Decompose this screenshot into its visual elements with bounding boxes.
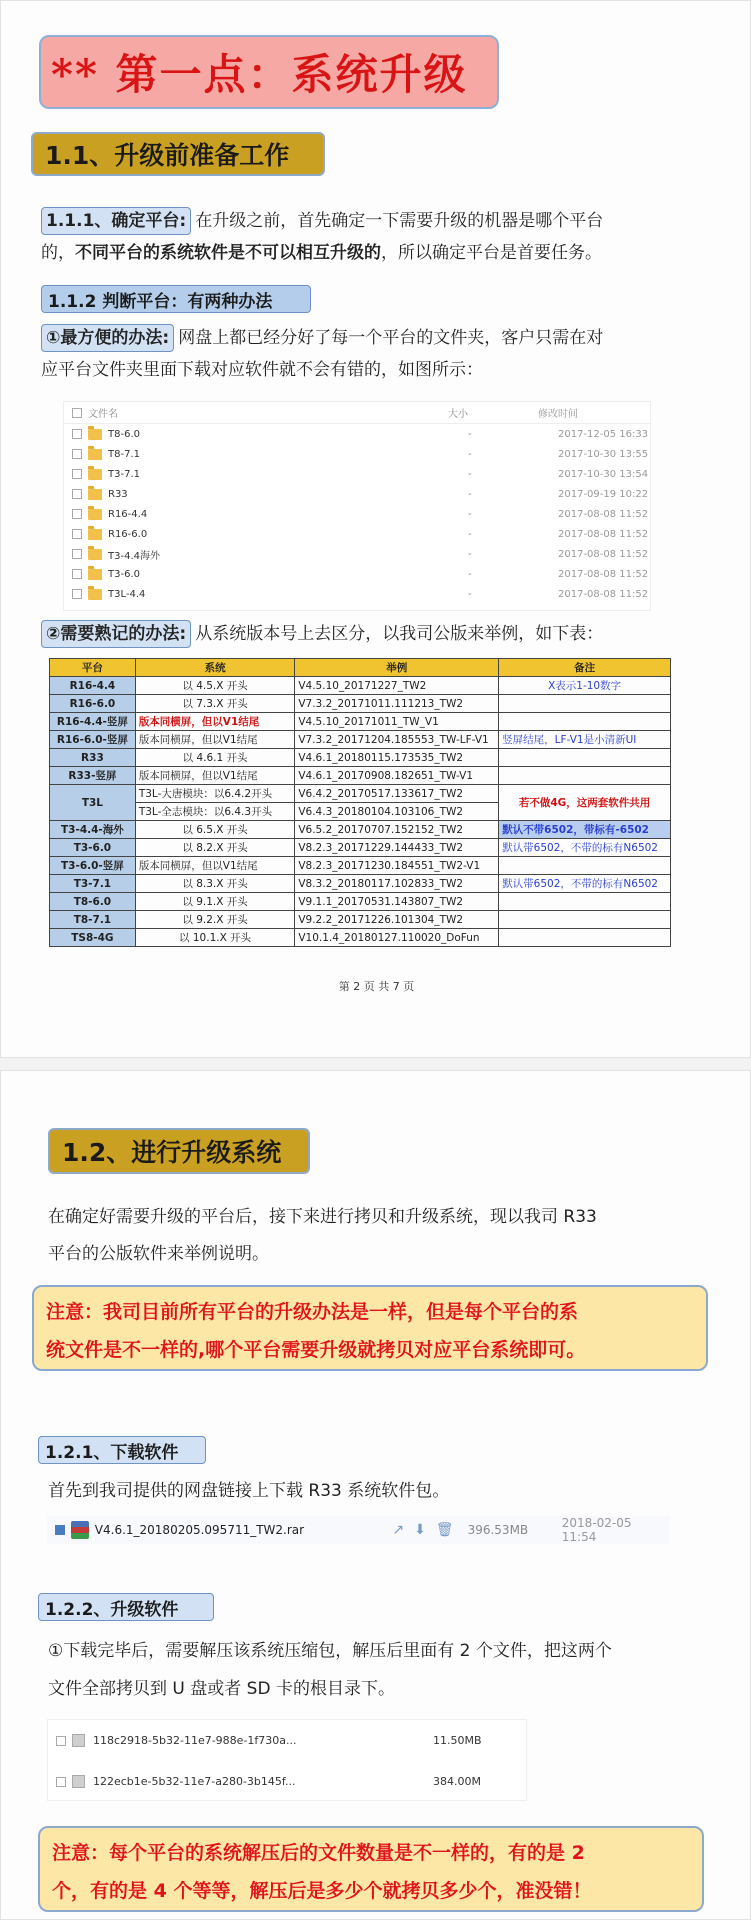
table-row	[50, 911, 671, 929]
folder-icon	[88, 429, 102, 440]
folder-icon	[88, 589, 102, 600]
table-row	[50, 839, 671, 857]
folder-size: -	[468, 448, 472, 460]
folder-name[interactable]: T3-7.1	[108, 468, 140, 480]
cell-system: 版本同横屏，但以V1结尾	[135, 713, 295, 731]
folder-row[interactable]	[64, 564, 650, 584]
folder-date: 2017-08-08 11:52	[558, 588, 649, 600]
cell-note	[499, 767, 671, 785]
paragraph-1-1-1-suffix: ，所以确定平台是首要任务。	[381, 243, 602, 263]
warning-box-1	[32, 1285, 708, 1371]
paragraph-intro	[48, 1199, 738, 1273]
table-row	[50, 875, 671, 893]
warning-2-line2: 个，有的是 4 个等等，解压后是多少个就拷贝多少个，准没错！	[52, 1880, 592, 1902]
row-checkbox[interactable]	[72, 549, 82, 559]
row-checkbox[interactable]	[72, 509, 82, 519]
folder-name[interactable]: R16-4.4	[108, 508, 148, 520]
unzipped-file-row[interactable]	[48, 1720, 526, 1761]
delete-icon[interactable]: 🗑	[435, 1522, 454, 1538]
file-checkbox[interactable]	[56, 1777, 66, 1787]
cell-note: 默认不带6502，带标有-6502	[499, 821, 671, 839]
table-row	[50, 695, 671, 713]
cell-note	[499, 713, 671, 731]
cell-note	[499, 929, 671, 947]
file-icon	[72, 1734, 85, 1747]
table-row	[50, 821, 671, 839]
folder-size: -	[468, 588, 472, 600]
cell-system: T3L-大唐模块：以6.4.2开头	[135, 785, 295, 803]
folder-list-header	[64, 402, 650, 424]
cell-example: V8.2.3_20171229.144433_TW2	[295, 839, 499, 857]
paragraph-1-1-1-bold: 不同平台的系统软件是不可以相互升级的	[75, 243, 381, 263]
folder-name[interactable]: T8-7.1	[108, 448, 140, 460]
paragraph-method2	[41, 618, 741, 650]
folder-date: 2017-08-08 11:52	[558, 528, 649, 540]
cell-example: V9.2.2_20171226.101304_TW2	[295, 911, 499, 929]
warning-box-2	[38, 1826, 704, 1912]
cell-system: 以 4.5.X 开头	[135, 677, 295, 695]
table-row	[50, 767, 671, 785]
cell-system: 以 8.2.X 开头	[135, 839, 295, 857]
row-checkbox[interactable]	[72, 449, 82, 459]
cell-platform: T8-6.0	[50, 893, 136, 911]
folder-icon	[88, 509, 102, 520]
cell-platform: R16-4.4-竖屏	[50, 713, 136, 731]
cell-system: 以 7.3.X 开头	[135, 695, 295, 713]
cell-platform: T3L	[50, 785, 136, 821]
method2-text: 从系统版本号上去区分，以我司公版来举例，如下表：	[195, 624, 604, 644]
folder-date: 2017-08-08 11:52	[558, 548, 649, 560]
row-checkbox[interactable]	[72, 489, 82, 499]
upgrade-line1: ①下载完毕后，需要解压该系统压缩包，解压后里面有 2 个文件，把这两个	[48, 1641, 612, 1661]
paragraph-method1	[41, 322, 731, 386]
share-icon[interactable]: ↗	[392, 1522, 405, 1538]
cell-platform: T3-4.4-海外	[50, 821, 136, 839]
subsection-heading-1-1-2: 1.1.2 判断平台：有两种办法	[41, 285, 311, 313]
folder-row[interactable]	[64, 544, 650, 564]
cell-note	[499, 749, 671, 767]
table-row	[50, 731, 671, 749]
cell-system: 以 9.2.X 开头	[135, 911, 295, 929]
folder-size: -	[468, 468, 472, 480]
cell-system: 版本同横屏，但以V1结尾	[135, 857, 295, 875]
cell-system: T3L-全志模块：以6.4.3开头	[135, 803, 295, 821]
paragraph-download: 首先到我司提供的网盘链接上下载 R33 系统软件包。	[48, 1481, 450, 1501]
file-checkbox[interactable]	[56, 1736, 66, 1746]
folder-date: 2017-08-08 11:52	[558, 568, 649, 580]
cell-example: V4.5.10_20171011_TW_V1	[295, 713, 499, 731]
column-size-header[interactable]: 大小	[448, 409, 468, 420]
folder-size: -	[468, 488, 472, 500]
cell-platform: T8-7.1	[50, 911, 136, 929]
download-icon[interactable]: ⬇	[414, 1522, 426, 1538]
table-row	[50, 677, 671, 695]
file-checkbox[interactable]	[55, 1525, 65, 1535]
folder-date: 2017-12-05 16:33	[558, 428, 649, 440]
unzipped-file-list	[47, 1719, 527, 1801]
row-checkbox[interactable]	[72, 569, 82, 579]
subsection-heading-1-2-2: 1.2.2、升级软件	[38, 1593, 214, 1621]
folder-date: 2017-10-30 13:54	[558, 468, 649, 480]
warning-1-line1: 注意：我司目前所有平台的升级办法是一样，但是每个平台的系	[46, 1301, 579, 1323]
cell-system: 版本同横屏，但以V1结尾	[135, 731, 295, 749]
folder-name[interactable]: T3L-4.4	[108, 588, 146, 600]
download-file-name[interactable]: V4.6.1_20180205.095711_TW2.rar	[94, 1523, 305, 1537]
download-file-size: 396.53MB	[467, 1523, 529, 1537]
download-file-row[interactable]	[47, 1516, 669, 1544]
folder-size: -	[468, 528, 472, 540]
folder-size: -	[468, 428, 472, 440]
upgrade-line2: 文件全部拷贝到 U 盘或者 SD 卡的根目录下。	[48, 1679, 395, 1699]
folder-row[interactable]	[64, 504, 650, 524]
cell-note: 竖屏结尾，LF-V1是小清新UI	[499, 731, 671, 749]
cell-system: 以 9.1.X 开头	[135, 893, 295, 911]
intro-line2: 平台的公版软件来举例说明。	[48, 1244, 269, 1264]
cell-platform: R16-6.0	[50, 695, 136, 713]
version-table-header	[50, 659, 671, 677]
paragraph-1-1-1-line1: 在升级之前，首先确定一下需要升级的机器是哪个平台	[195, 211, 604, 231]
warning-1-line2: 统文件是不一样的,哪个平台需要升级就拷贝对应平台系统即可。	[46, 1339, 586, 1361]
folder-icon	[88, 489, 102, 500]
section-heading-1-2: 1.2、进行升级系统	[48, 1128, 310, 1174]
table-row	[50, 749, 671, 767]
folder-row[interactable]	[64, 584, 650, 604]
header-system: 系统	[135, 659, 295, 677]
cell-example: V4.5.10_20171227_TW2	[295, 677, 499, 695]
chapter-title: ** 第一点：系统升级	[39, 35, 499, 109]
folder-date: 2017-10-30 13:55	[558, 448, 649, 460]
table-row	[50, 893, 671, 911]
cell-example: V10.1.4_20180127.110020_DoFun	[295, 929, 499, 947]
folder-icon	[88, 569, 102, 580]
cell-system: 以 10.1.X 开头	[135, 929, 295, 947]
cell-example: V4.6.1_20170908.182651_TW-V1	[295, 767, 499, 785]
section-heading-1-1: 1.1、升级前准备工作	[31, 132, 325, 176]
cell-note: 若不做4G，这两套软件共用	[499, 785, 671, 821]
row-checkbox[interactable]	[72, 529, 82, 539]
row-checkbox[interactable]	[72, 429, 82, 439]
folder-size: -	[468, 568, 472, 580]
cell-note	[499, 911, 671, 929]
folder-row[interactable]	[64, 444, 650, 464]
cell-platform: R16-6.0-竖屏	[50, 731, 136, 749]
folder-icon	[88, 529, 102, 540]
table-row	[50, 929, 671, 947]
folder-name[interactable]: T3-6.0	[108, 568, 140, 580]
cell-system: 以 8.3.X 开头	[135, 875, 295, 893]
cell-system: 以 6.5.X 开头	[135, 821, 295, 839]
folder-icon	[88, 449, 102, 460]
folder-date: 2017-08-08 11:52	[558, 508, 649, 520]
cell-system: 版本同横屏，但以V1结尾	[135, 767, 295, 785]
paragraph-1-1-1-prefix: 的，	[41, 243, 75, 263]
page-number: 第 2 页 共 7 页	[338, 980, 415, 993]
cell-example: V7.3.2_20171204.185553_TW-LF-V1	[295, 731, 499, 749]
cell-platform: R33	[50, 749, 136, 767]
download-file-date: 2018-02-05 11:54	[561, 1516, 632, 1544]
header-example: 举例	[295, 659, 499, 677]
cell-note: X表示1-10数字	[499, 677, 671, 695]
folder-list	[63, 401, 651, 611]
cell-platform: R33-竖屏	[50, 767, 136, 785]
rar-archive-icon	[71, 1521, 89, 1539]
table-row	[50, 713, 671, 731]
method2-label: ②需要熟记的办法:	[41, 620, 191, 648]
folder-name[interactable]: R33	[108, 488, 128, 500]
unzipped-file-name[interactable]: 122ecb1e-5b32-11e7-a280-3b145f...	[93, 1775, 296, 1788]
folder-date: 2017-09-19 10:22	[558, 488, 649, 500]
unzipped-file-size: 384.00M	[433, 1775, 481, 1788]
cell-platform: T3-6.0-竖屏	[50, 857, 136, 875]
cell-platform: T3-7.1	[50, 875, 136, 893]
folder-icon	[88, 549, 102, 560]
folder-size: -	[468, 508, 472, 520]
unzipped-file-name[interactable]: 118c2918-5b32-11e7-988e-1f730a...	[93, 1734, 297, 1747]
method1-line2: 应平台文件夹里面下载对应软件就不会有错的，如图所示：	[41, 360, 483, 380]
cell-example: V4.6.1_20180115.173535_TW2	[295, 749, 499, 767]
folder-name[interactable]: T3-4.4海外	[108, 550, 160, 562]
method1-label: ①最方便的办法:	[41, 324, 174, 352]
cell-note	[499, 893, 671, 911]
subsection-heading-1-2-1: 1.2.1、下载软件	[38, 1436, 206, 1464]
version-table	[49, 658, 671, 947]
cell-system: 以 4.6.1 开头	[135, 749, 295, 767]
warning-2-line1: 注意：每个平台的系统解压后的文件数量是不一样的，有的是 2	[52, 1842, 585, 1864]
cell-example: V8.3.2_20180117.102833_TW2	[295, 875, 499, 893]
table-row	[50, 785, 671, 803]
header-note: 备注	[499, 659, 671, 677]
cell-note	[499, 695, 671, 713]
folder-name[interactable]: R16-6.0	[108, 528, 148, 540]
column-name-header[interactable]: 文件名	[88, 409, 118, 420]
cell-example: V6.4.3_20180104.103106_TW2	[295, 803, 499, 821]
folder-row[interactable]	[64, 524, 650, 544]
cell-example: V7.3.2_20171011.111213_TW2	[295, 695, 499, 713]
column-date-header[interactable]: 修改时间	[538, 409, 578, 420]
file-icon	[72, 1775, 85, 1788]
method1-line1: 网盘上都已经分好了每一个平台的文件夹，客户只需在对	[178, 328, 604, 348]
cell-note	[499, 857, 671, 875]
select-all-checkbox[interactable]	[72, 408, 82, 418]
folder-row[interactable]	[64, 424, 650, 444]
cell-platform: R16-4.4	[50, 677, 136, 695]
header-platform: 平台	[50, 659, 136, 677]
subsection-label-1-1-1: 1.1.1、确定平台:	[41, 207, 191, 235]
cell-platform: T3-6.0	[50, 839, 136, 857]
unzipped-file-size: 11.50MB	[433, 1734, 482, 1747]
folder-size: -	[468, 548, 472, 560]
folder-row[interactable]	[64, 464, 650, 484]
intro-line1: 在确定好需要升级的平台后，接下来进行拷贝和升级系统，现以我司 R33	[48, 1207, 597, 1227]
cell-note: 默认带6502，不带的标有N6502	[499, 839, 671, 857]
paragraph-1-1-1	[41, 205, 731, 269]
row-checkbox[interactable]	[72, 589, 82, 599]
paragraph-upgrade	[48, 1632, 738, 1708]
unzipped-file-row[interactable]	[48, 1761, 526, 1802]
cell-example: V8.2.3_20171230.184551_TW2-V1	[295, 857, 499, 875]
row-checkbox[interactable]	[72, 469, 82, 479]
cell-example: V9.1.1_20170531.143807_TW2	[295, 893, 499, 911]
cell-note: 默认带6502，不带的标有N6502	[499, 875, 671, 893]
cell-example: V6.4.2_20170517.133617_TW2	[295, 785, 499, 803]
cell-platform: TS8-4G	[50, 929, 136, 947]
folder-icon	[88, 469, 102, 480]
cell-example: V6.5.2_20170707.152152_TW2	[295, 821, 499, 839]
table-row	[50, 857, 671, 875]
folder-name[interactable]: T8-6.0	[108, 428, 140, 440]
folder-row[interactable]	[64, 484, 650, 504]
